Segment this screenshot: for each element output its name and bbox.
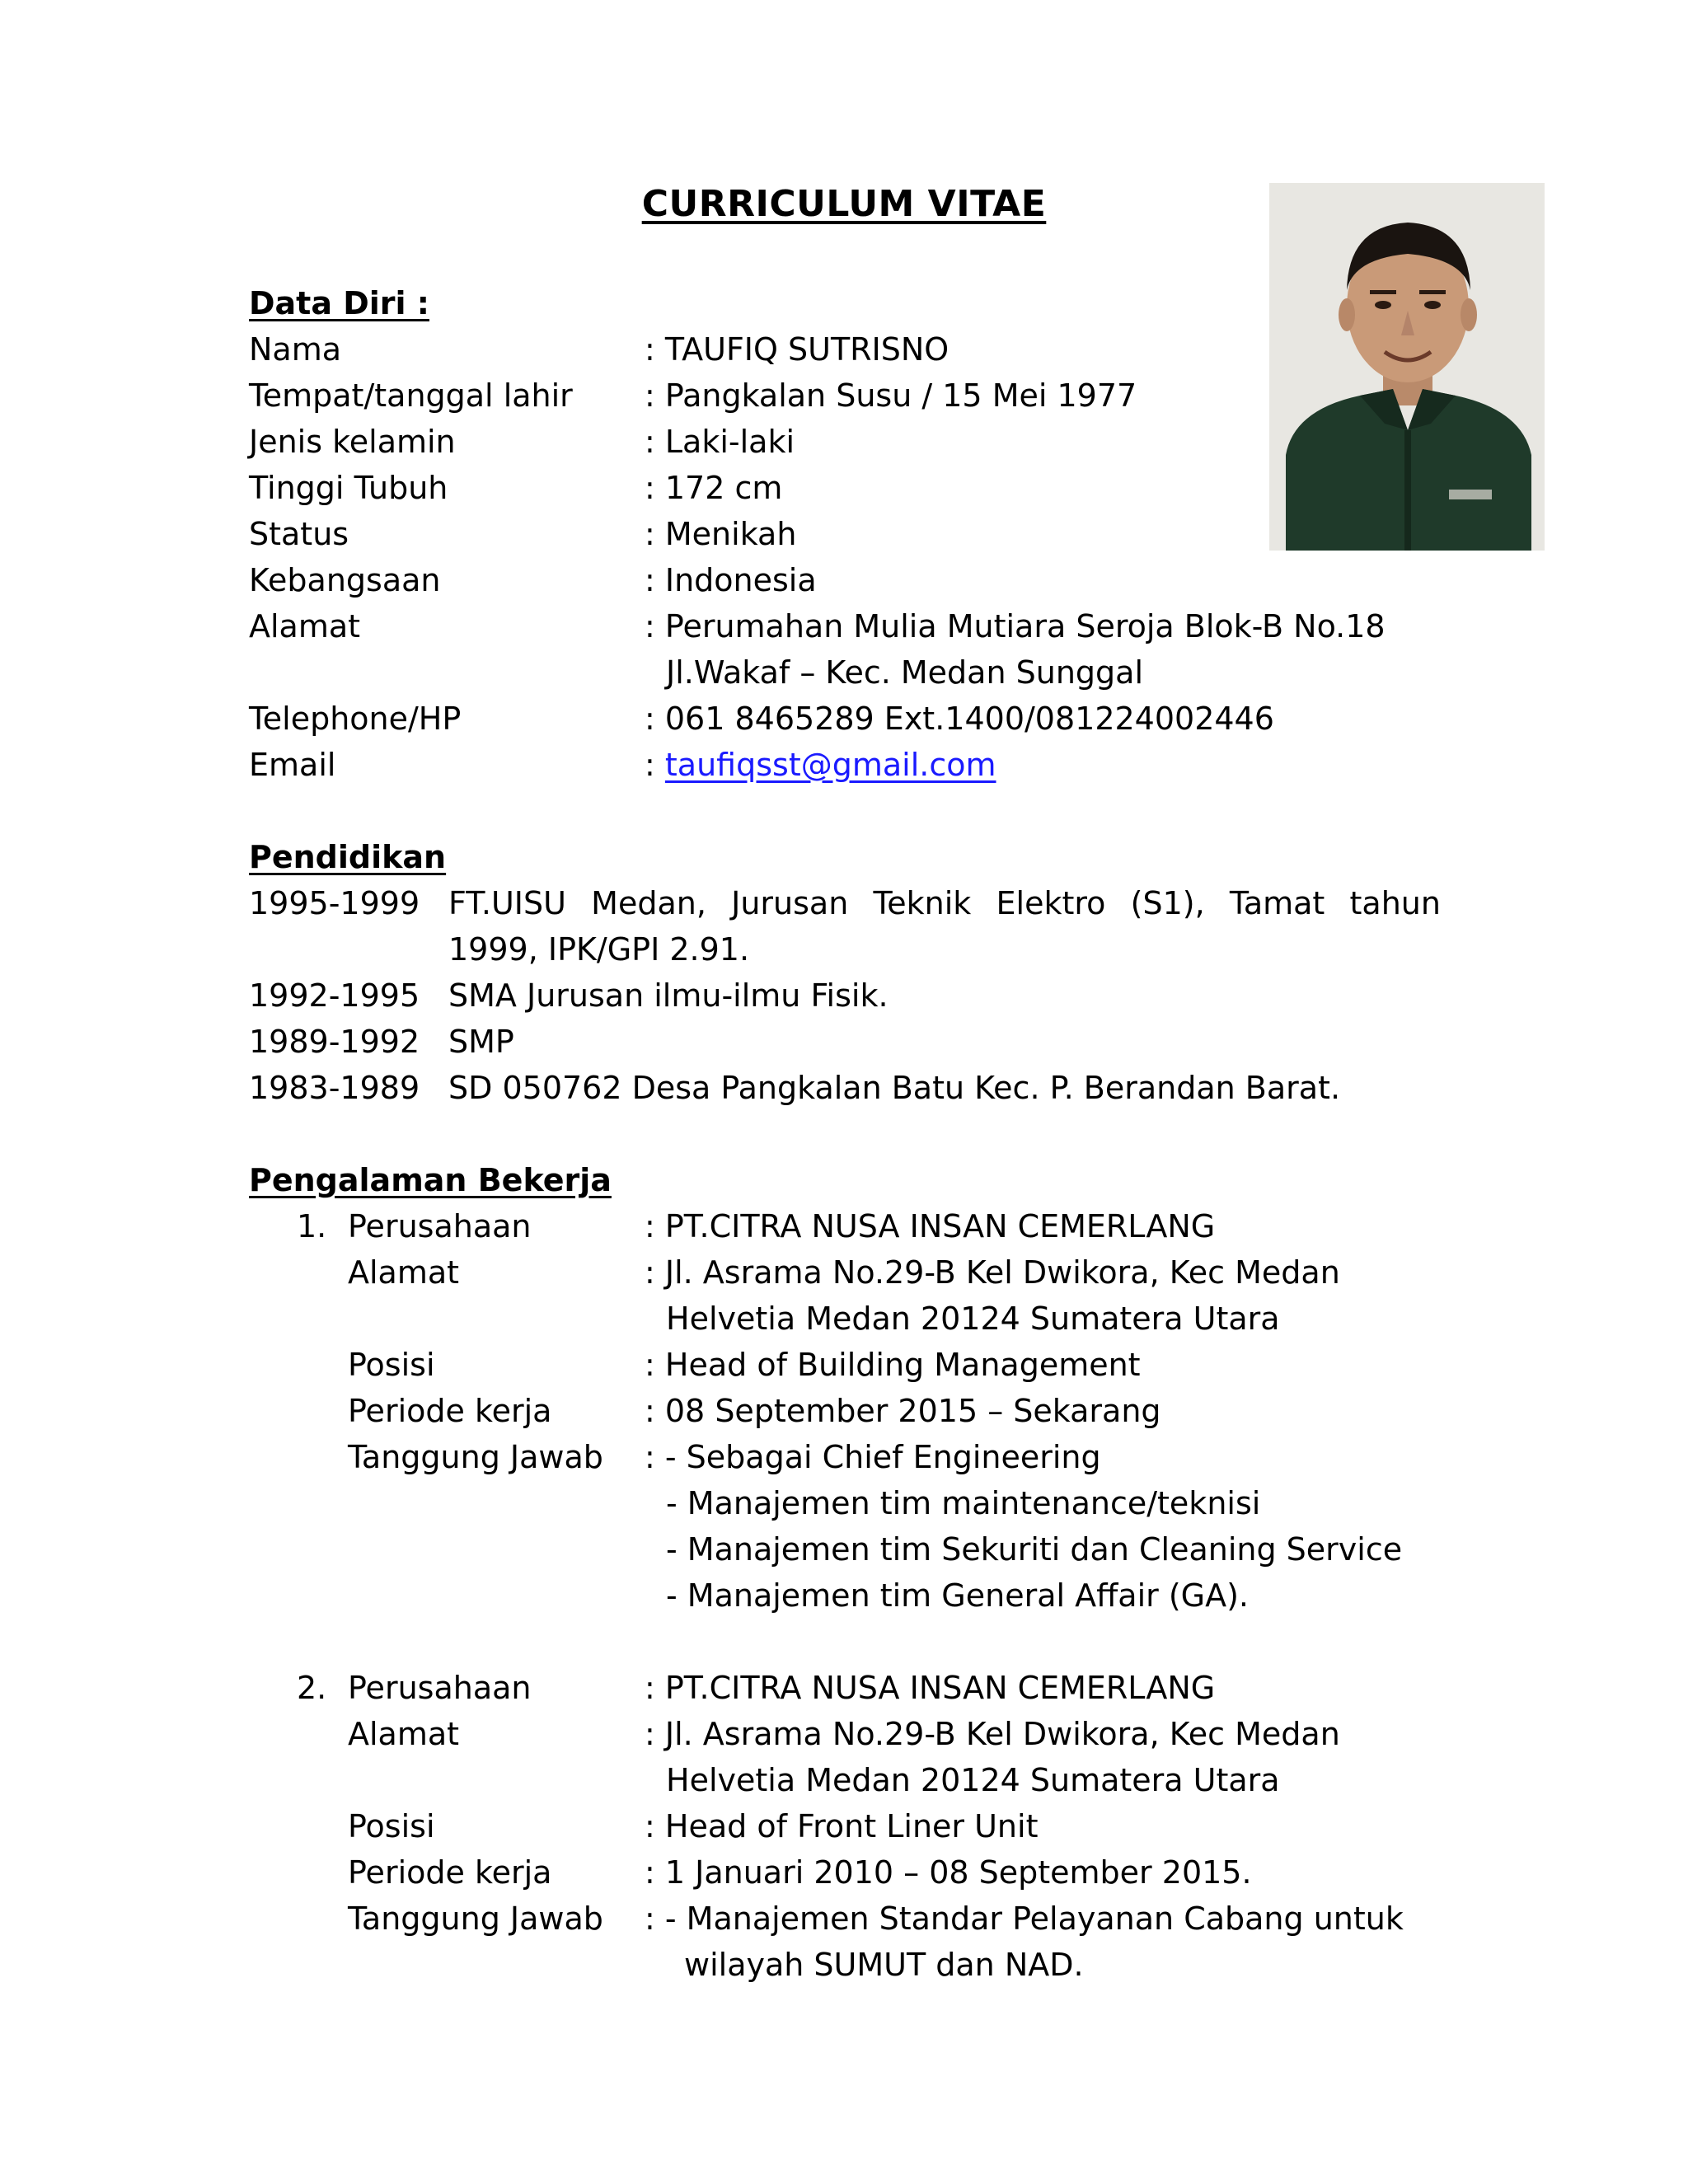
job-period-label: Periode kerja: [348, 1393, 552, 1429]
job-period: : 1 Januari 2010 – 08 September 2015.: [645, 1854, 1252, 1891]
job-address-line2: Helvetia Medan 20124 Sumatera Utara: [666, 1762, 1280, 1798]
job-company-label: Perusahaan: [348, 1670, 532, 1706]
value-address-line2: Jl.Wakaf – Kec. Medan Sunggal: [666, 654, 1143, 691]
job-position-label: Posisi: [348, 1808, 435, 1844]
value-phone: : 061 8465289 Ext.1400/081224002446: [645, 701, 1274, 737]
job-address-line1: : Jl. Asrama No.29-B Kel Dwikora, Kec Medan: [645, 1254, 1340, 1291]
edu-years: 1983-1989: [249, 1070, 420, 1106]
job-duty: - Manajemen tim General Affair (GA).: [666, 1577, 1250, 1614]
email-link[interactable]: taufiqsst@gmail.com: [664, 747, 996, 783]
edu-years: 1992-1995: [249, 977, 420, 1014]
edu-word: Tamat: [1229, 885, 1325, 921]
edu-word: Elektro: [996, 885, 1106, 921]
job-company-label: Perusahaan: [348, 1208, 532, 1244]
value-gender: : Laki-laki: [645, 424, 795, 460]
job-duty: : - Manajemen Standar Pelayanan Cabang untuk: [645, 1900, 1404, 1937]
edu-word: (S1),: [1130, 885, 1205, 921]
job-position: : Head of Building Management: [645, 1347, 1141, 1383]
edu-text: SMA Jurusan ilmu-ilmu Fisik.: [448, 977, 889, 1014]
value-address-line1: : Perumahan Mulia Mutiara Seroja Blok-B No.18: [645, 608, 1386, 644]
edu-word: Jurusan: [731, 885, 849, 921]
value-email: [645, 742, 996, 788]
label-address: Alamat: [249, 608, 361, 644]
profile-photo: [1269, 183, 1545, 551]
edu-text: SD 050762 Desa Pangkalan Batu Kec. P. Berandan Barat.: [448, 1070, 1341, 1106]
label-birth: Tempat/tanggal lahir: [249, 377, 573, 414]
job-duties-label: Tanggung Jawab: [348, 1439, 603, 1475]
label-status: Status: [249, 516, 349, 552]
label-email: Email: [249, 747, 336, 783]
job-address-label: Alamat: [348, 1716, 460, 1752]
job-duty: : - Sebagai Chief Engineering: [645, 1439, 1101, 1475]
job-period: : 08 September 2015 – Sekarang: [645, 1393, 1161, 1429]
portrait-illustration: [1269, 183, 1545, 551]
job-address-line1: : Jl. Asrama No.29-B Kel Dwikora, Kec Medan: [645, 1716, 1340, 1752]
edu-word: Teknik: [873, 885, 972, 921]
value-nationality: : Indonesia: [645, 562, 817, 598]
job-address-label: Alamat: [348, 1254, 460, 1291]
job-duties-label: Tanggung Jawab: [348, 1900, 603, 1937]
education-heading: Pendidikan: [249, 839, 447, 875]
value-birth: : Pangkalan Susu / 15 Mei 1977: [645, 377, 1137, 414]
edu-word: Medan,: [591, 885, 706, 921]
job-number: 1.: [297, 1208, 327, 1244]
job-position-label: Posisi: [348, 1347, 435, 1383]
email-prefix: :: [645, 747, 665, 783]
label-height: Tinggi Tubuh: [249, 470, 448, 506]
edu-text: SMP: [448, 1024, 514, 1060]
label-phone: Telephone/HP: [249, 701, 462, 737]
value-height: : 172 cm: [645, 470, 783, 506]
edu-years: 1989-1992: [249, 1024, 420, 1060]
edu-word: tahun: [1349, 885, 1441, 921]
job-duty: - Manajemen tim maintenance/teknisi: [666, 1485, 1261, 1521]
job-duty: wilayah SUMUT dan NAD.: [684, 1947, 1084, 1983]
edu-years: 1995-1999: [249, 885, 420, 921]
page-title: CURRICULUM VITAE: [641, 183, 1047, 225]
edu-text-justified: [448, 880, 1441, 926]
job-position: : Head of Front Liner Unit: [645, 1808, 1039, 1844]
job-duty: - Manajemen tim Sekuriti dan Cleaning Service: [666, 1531, 1403, 1568]
edu-text-line2: 1999, IPK/GPI 2.91.: [448, 931, 750, 968]
value-status: : Menikah: [645, 516, 797, 552]
value-name: : TAUFIQ SUTRISNO: [645, 331, 950, 368]
experience-heading: Pengalaman Bekerja: [249, 1162, 612, 1198]
label-name: Nama: [249, 331, 342, 368]
job-number: 2.: [297, 1670, 327, 1706]
job-period-label: Periode kerja: [348, 1854, 552, 1891]
job-company: : PT.CITRA NUSA INSAN CEMERLANG: [645, 1670, 1216, 1706]
label-gender: Jenis kelamin: [249, 424, 456, 460]
edu-word: FT.UISU: [448, 885, 566, 921]
job-address-line2: Helvetia Medan 20124 Sumatera Utara: [666, 1301, 1280, 1337]
job-company: : PT.CITRA NUSA INSAN CEMERLANG: [645, 1208, 1216, 1244]
personal-heading: Data Diri :: [249, 285, 429, 321]
label-nationality: Kebangsaan: [249, 562, 441, 598]
